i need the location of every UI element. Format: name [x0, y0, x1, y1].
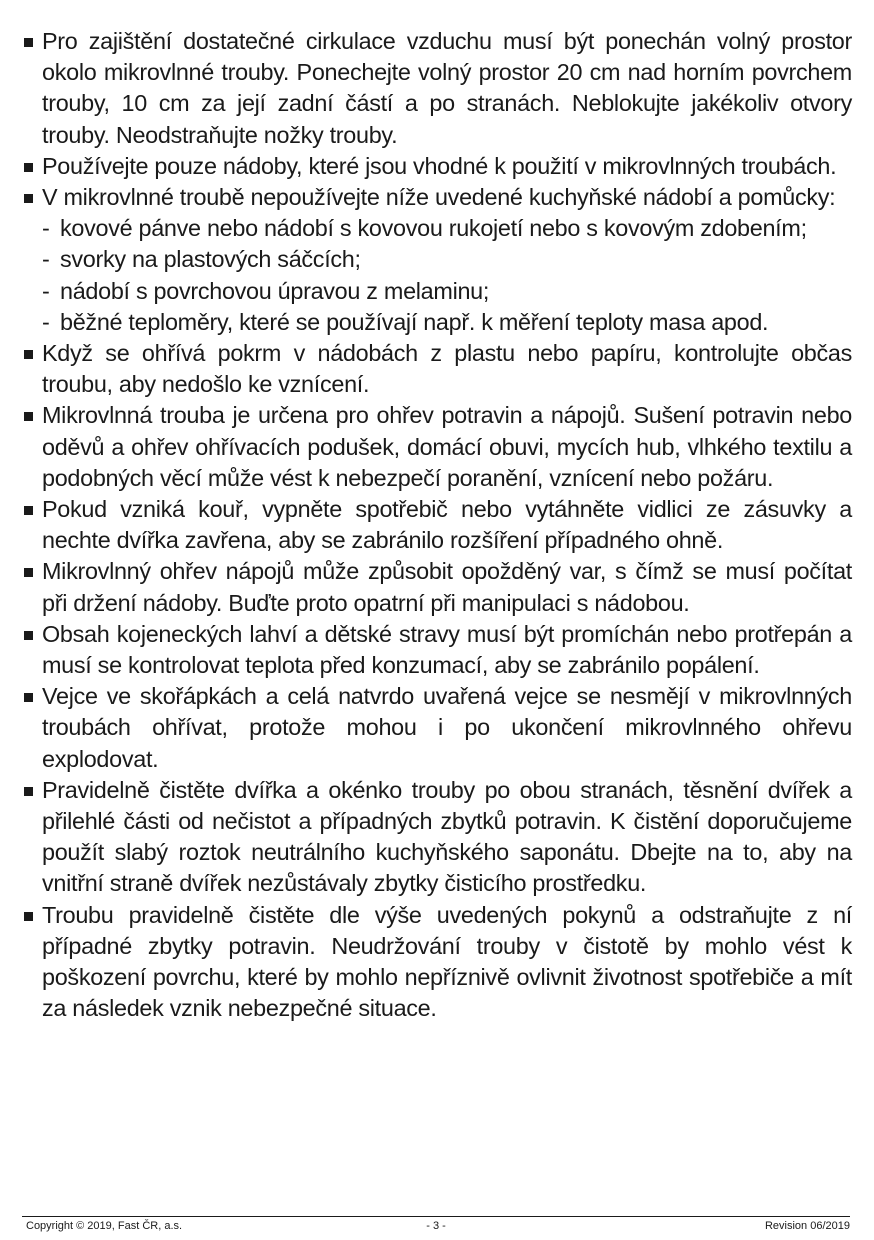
list-item	[22, 151, 852, 182]
list-item-text: Pokud vzniká kouř, vypněte spotřebič nebo vytáhněte vidlici ze zásuvky a nechte dvířka zavřena, aby se zabránilo rozšíření případného ohně.	[42, 496, 852, 554]
bullet-icon	[24, 693, 33, 702]
sublist-item	[42, 213, 852, 244]
bullet-icon	[24, 38, 33, 47]
dash-marker: -	[42, 246, 50, 273]
list-item-text: Mikrovlnný ohřev nápojů může způsobit opožděný var, s čímž se musí počítat při držení nádoby. Buďte proto opatrní při manipulaci s nádobou.	[42, 558, 852, 616]
page-number: - 3 -	[426, 1220, 446, 1232]
bullet-icon	[24, 506, 33, 515]
list-item-text: V mikrovlnné troubě nepoužívejte níže uvedené kuchyňské nádobí a pomůcky:	[42, 184, 836, 211]
sublist-item-text: kovové pánve nebo nádobí s kovovou rukojetí nebo s kovovým zdobením;	[60, 215, 807, 242]
copyright-notice: Copyright © 2019, Fast ČR, a.s.	[26, 1220, 183, 1232]
list-item	[22, 494, 852, 556]
sublist-item	[42, 244, 852, 275]
cookware-sublist	[42, 213, 852, 338]
safety-instructions-list	[22, 26, 852, 1025]
bullet-icon	[24, 631, 33, 640]
list-item-text: Vejce ve skořápkách a celá natvrdo uvařená vejce se nesmějí v mikrovlnných troubách ohřívat, protože mohou i po ukončení mikrovlnného ohřevu explodovat.	[42, 683, 852, 772]
list-item	[22, 619, 852, 681]
bullet-icon	[24, 568, 33, 577]
bullet-icon	[24, 163, 33, 172]
sublist-item	[42, 307, 852, 338]
list-item	[22, 26, 852, 151]
page-footer	[22, 1216, 850, 1232]
list-item-text: Pro zajištění dostatečné cirkulace vzduchu musí být ponechán volný prostor okolo mikrovlnné trouby. Ponechejte volný prostor 20 cm nad horním povrchem trouby, 10 cm za její zadní částí a po stranách. Neblokujte jakékoliv otvory trouby. Neodstraňujte nožky trouby.	[42, 28, 852, 148]
list-item	[22, 400, 852, 494]
list-item-text: Pravidelně čistěte dvířka a okénko trouby po obou stranách, těsnění dvířek a přilehlé části od nečistot a případných zbytků potravin. K čistění doporučujeme použít slabý roztok neutrálního kuchyňského saponátu. Dbejte na to, aby na vnitřní straně dvířek nezůstávaly zbytky čisticího prostředku.	[42, 776, 852, 897]
sublist-item-text: běžné teploměry, které se používají např. k měření teploty masa apod.	[60, 308, 769, 335]
document-body	[22, 26, 852, 1025]
list-item-text: Když se ohřívá pokrm v nádobách z plastu nebo papíru, kontrolujte občas troubu, aby nedošlo ke vznícení.	[42, 340, 852, 398]
dash-marker: -	[42, 277, 50, 304]
bullet-icon	[24, 912, 33, 921]
list-item-text: Mikrovlnná trouba je určena pro ohřev potravin a nápojů. Sušení potravin nebo oděvů a ohřev ohřívacích podušek, domácí obuvi, mycích hub, vlhkého textilu a podobných věcí může vést k nebezpečí poranění, vznícení nebo požáru.	[42, 402, 852, 491]
list-item	[22, 182, 852, 338]
bullet-icon	[24, 350, 33, 359]
list-item-text: Troubu pravidelně čistěte dle výše uvedených pokynů a odstraňujte z ní případné zbytky potravin. Neudržování trouby v čistotě by mohlo vést k poškození povrchu, které by mohlo nepříznivě ovlivnit životnost spotřebiče a mít za následek vznik nebezpečné situace.	[42, 901, 852, 1022]
sublist-item-text: nádobí s povrchovou úpravou z melaminu;	[60, 277, 490, 304]
sublist-item-text: svorky na plastových sáčcích;	[60, 246, 361, 273]
bullet-icon	[24, 194, 33, 203]
dash-marker: -	[42, 215, 50, 242]
list-item	[22, 556, 852, 618]
list-item	[22, 775, 852, 900]
sublist-item	[42, 276, 852, 307]
bullet-icon	[24, 412, 33, 421]
bullet-icon	[24, 787, 33, 796]
list-item	[22, 338, 852, 400]
dash-marker: -	[42, 308, 50, 335]
list-item-text: Obsah kojeneckých lahví a dětské stravy musí být promíchán nebo protřepán a musí se kontrolovat teplota před konzumací, aby se zabránilo popálení.	[42, 620, 852, 679]
list-item	[22, 681, 852, 775]
list-item	[22, 900, 852, 1025]
revision-label: Revision 06/2019	[764, 1220, 850, 1232]
list-item-text: Používejte pouze nádoby, které jsou vhodné k použití v mikrovlnných troubách.	[42, 152, 837, 179]
